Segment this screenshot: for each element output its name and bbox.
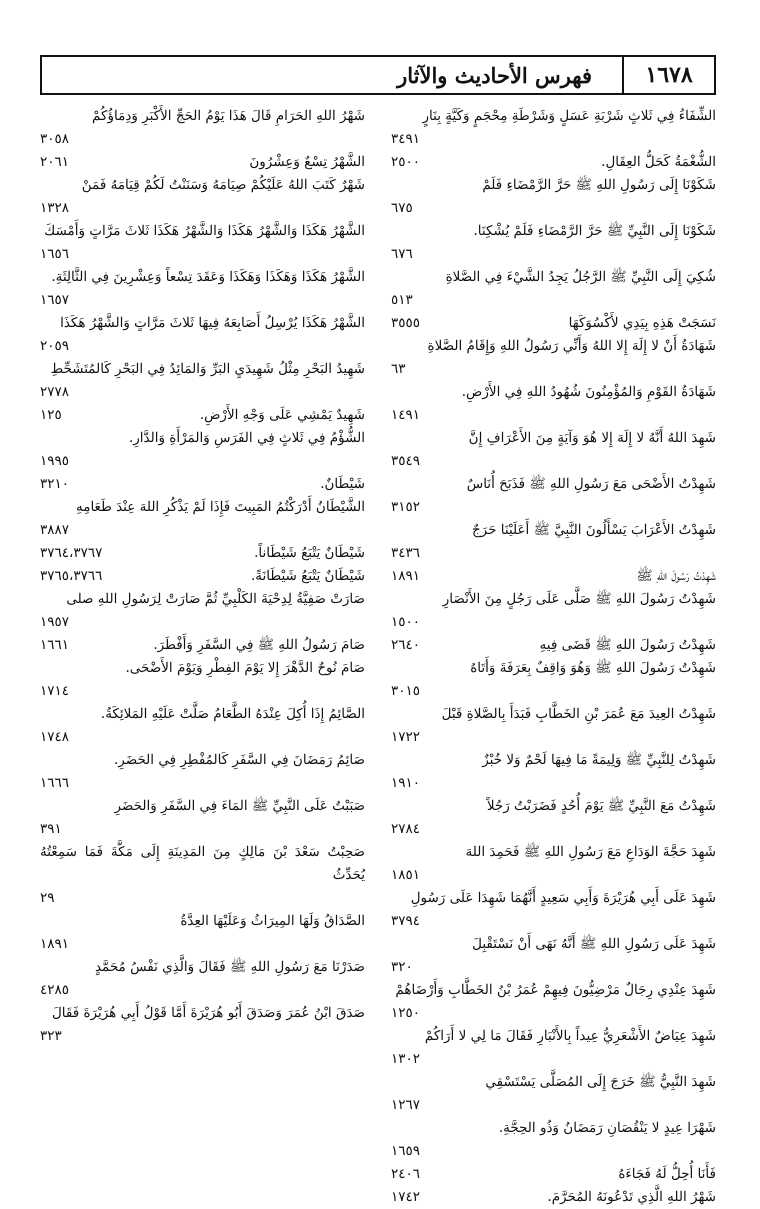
index-entry <box>391 795 716 841</box>
index-entry <box>391 266 716 312</box>
hadith-text: الشَّهْرُ تِسْعٌ وَعِشْرُونَ <box>249 154 365 170</box>
hadith-number: ٣٢٣ <box>40 1028 62 1044</box>
hadith-number: ١٢٥٠ <box>391 1005 421 1021</box>
index-entry <box>40 174 365 220</box>
left-column <box>40 105 365 1209</box>
hadith-text: صَامَ رَسُولُ اللهِ ﷺ فِي السَّفَرِ وَأَفْطَرَ. <box>153 637 365 653</box>
hadith-number: ٢٥٠٠ <box>391 154 421 170</box>
hadith-number: ٢٠٥٩ <box>40 338 70 354</box>
hadith-text: شَهِدْتُ العِيدَ مَعَ عُمَرَ بْنِ الخَطَّابِ فَبَدَأَ بِالصَّلاةِ قَبْلَ <box>441 706 716 722</box>
hadith-text: صَبَبْتُ عَلَى النَّبِيِّ ﷺ المَاءَ فِي السَّفَرِ وَالحَضَرِ <box>114 798 365 814</box>
index-title: فهرس الأحاديث والآثار <box>397 62 592 88</box>
index-entry <box>391 703 716 749</box>
hadith-text: شَهَادَةُ القَوْمِ وَالمُؤْمِنُونَ شُهُودُ اللهِ فِي الأَرْضِ. <box>461 384 716 400</box>
hadith-number: ١٩٥٧ <box>40 614 70 630</box>
hadith-number: ٦٧٦ <box>391 246 413 262</box>
index-entry <box>40 565 365 588</box>
index-entry <box>391 588 716 634</box>
hadith-text: شَهَادَةُ أَنْ لا إِلَهَ إِلا اللهُ وَأَنِّي رَسُولُ اللهِ وَإِقَامُ الصَّلاةِ <box>427 338 716 354</box>
hadith-number: ٢٤٠٦ <box>391 1166 421 1182</box>
hadith-number: ١٨٩١ <box>40 936 70 952</box>
hadith-text: صَائِمُ رَمَضَانَ فِي السَّفَرِ كَالمُفْطِرِ فِي الحَضَرِ. <box>114 752 365 768</box>
index-header <box>40 55 716 95</box>
hadith-text: الصَّدَاقُ وَلَهَا المِيرَاثُ وَعَلَيْهَا العِدَّةُ <box>180 913 365 929</box>
hadith-text: شَهِيدٌ يَمْشِي عَلَى وَجْهِ الأَرْضِ. <box>199 407 365 423</box>
index-entry <box>391 1163 716 1186</box>
index-entry <box>391 1025 716 1071</box>
hadith-number: ٤٢٨٥ <box>40 982 70 998</box>
hadith-number: ١٣٠٢ <box>391 1051 421 1067</box>
hadith-text: شَهِدْتُ رَسُولَ اللهِ ﷺ <box>636 568 716 584</box>
index-entry <box>391 519 716 565</box>
hadith-text: شَهْرٌ كَتَبَ اللهُ عَلَيْكُمْ صِيَامَهُ وَسَنَنْتُ لَكُمْ قِيَامَهُ فَمَنْ <box>81 177 365 193</box>
hadith-text: شَهِدَ عِنْدِي رِجَالٌ مَرْضِيُّونَ فِيهِمْ عُمَرُ بْنُ الخَطَّابِ وَأَرْضَاهُمْ <box>395 982 716 998</box>
index-entry <box>391 220 716 266</box>
hadith-text: شَهِدَ عِيَاضٌ الأَشْعَرِيُّ عِيداً بِالأَنْبَارِ فَقَالَ مَا لِي لا أَرَاكُمْ <box>424 1028 716 1044</box>
hadith-number: ٣١٥٢ <box>391 499 421 515</box>
hadith-number: ١٤٩١ <box>391 407 421 423</box>
hadith-number: ١٩٩٥ <box>40 453 70 469</box>
hadith-text: الصَّائِمُ إِذَا أُكِلَ عِنْدَهُ الطَّعَامُ صَلَّتْ عَلَيْهِ المَلائِكَةُ. <box>100 706 365 722</box>
hadith-number: ١٥٠٠ <box>391 614 421 630</box>
hadith-number: ٢٧٧٨ <box>40 384 70 400</box>
index-entry <box>40 312 365 358</box>
hadith-number: ٢٩ <box>40 890 55 906</box>
index-entry <box>40 588 365 634</box>
hadith-text: شَهِدْتُ لِلنَّبِيِّ ﷺ وَلِيمَةً مَا فِيهَا لَحْمٌ وَلا خُبْزٌ <box>482 752 716 768</box>
index-entry <box>40 956 365 1002</box>
hadith-text: شَهِدْتُ الأَعْرَابَ يَسْأَلُونَ النَّبِيَّ ﷺ أَعَلَيْنَا حَرَجٌ <box>471 522 716 538</box>
index-entry <box>391 634 716 657</box>
hadith-text: شَهِدَ النَّبِيُّ ﷺ خَرَجَ إِلَى المُصَلَّى يَسْتَسْقِي <box>485 1074 716 1090</box>
index-entry <box>391 657 716 703</box>
index-entry <box>391 565 716 588</box>
index-entry <box>40 358 365 404</box>
index-entry <box>391 105 716 151</box>
index-entry <box>40 841 365 910</box>
hadith-number: ٢٧٨٤ <box>391 821 421 837</box>
hadith-text: شَكَوْنَا إِلَى النَّبِيِّ ﷺ حَرَّ الرَّمْضَاءِ فَلَمْ يُشْكِنَا. <box>473 223 716 239</box>
index-entry <box>391 1186 716 1209</box>
hadith-text: شَهِيدُ البَحْرِ مِثْلُ شَهِيدَيِ البَرِّ وَالمَائِدُ فِي البَحْرِ كَالمُتَشَحِّطِ <box>50 361 365 377</box>
hadith-number: ١٧١٤ <box>40 683 70 699</box>
hadith-text: شَهِدْتُ الأَضْحَى مَعَ رَسُولِ اللهِ ﷺ فَذَبَحَ أُنَاسٌ <box>466 476 716 492</box>
hadith-number: ١٧٤٨ <box>40 729 70 745</box>
hadith-text: شَهِدْتُ مَعَ النَّبِيِّ ﷺ يَوْمَ أُحُدٍ فَضَرَبْتُ رَجُلاً <box>486 798 716 814</box>
index-entry <box>391 427 716 473</box>
index-entry <box>40 266 365 312</box>
hadith-number: ١٦٥٩ <box>391 1143 421 1159</box>
index-entry <box>391 335 716 381</box>
hadith-text: شَيْطَانٌ يَتْبَعُ شَيْطَانَةً. <box>250 568 365 584</box>
hadith-number: ٦٣ <box>391 361 406 377</box>
hadith-number: ١٨٥١ <box>391 867 421 883</box>
hadith-text: صَارَتْ صَفِيَّةُ لِدِحْيَةَ الكَلْبِيِّ ثُمَّ صَارَتْ لِرَسُولِ اللهِ صلى <box>66 591 365 607</box>
hadith-text: شَهْرُ اللهِ الَّذِي تَدْعُونَهُ المُحَرَّمَ. <box>547 1189 716 1205</box>
hadith-text: شَيْطَانٌ. <box>320 476 365 492</box>
hadith-text: شَهِدَ حَجَّةَ الوَدَاعِ مَعَ رَسُولِ اللهِ ﷺ فَحَمِدَ اللهَ <box>465 844 716 860</box>
hadith-number: ١٦٦١ <box>40 637 70 653</box>
index-entry <box>40 910 365 956</box>
hadith-text: شَهْرَا عِيدٍ لا يَنْقُصَانِ رَمَضَانُ وَذُو الحِجَّةِ. <box>498 1120 716 1136</box>
hadith-text: شَهْرُ اللهِ الحَرَامِ قَالَ هَذَا يَوْمُ الحَجِّ الأَكْبَرِ وَدِمَاؤُكُمْ <box>92 108 365 124</box>
index-entry <box>40 634 365 657</box>
page-number: ١٦٧٨ <box>622 57 714 93</box>
hadith-number: ٣٧٩٤ <box>391 913 421 929</box>
hadith-number: ١٢٦٧ <box>391 1097 421 1113</box>
index-entry <box>40 1002 365 1048</box>
hadith-text: الشَّيْطَانُ أَدْرَكْتُمُ المَبِيتَ فَإِذَا لَمْ يَذْكُرِ اللهَ عِنْدَ طَعَامِهِ <box>75 499 365 515</box>
hadith-text: الشَّهْرُ هَكَذَا يُرْسِلُ أَصَابِعَهُ فِيهَا ثَلاثَ مَرَّاتٍ وَالشَّهْرُ هَكَذَا <box>60 315 365 331</box>
hadith-text: شَهِدَ اللهُ أَنَّهُ لا إِلَهَ إِلا هُوَ وَآيَةٍ مِنَ الأَعْرَافِ إِنَّ <box>468 430 716 446</box>
hadith-number: ١٦٦٦ <box>40 775 70 791</box>
index-entry <box>391 933 716 979</box>
hadith-text: شَهِدَ عَلَى أَبِي هُرَيْرَةَ وَأَبِي سَعِيدٍ أَنَّهُمَا شَهِدَا عَلَى رَسُولِ <box>410 890 716 906</box>
hadith-number: ٣٥٤٩ <box>391 453 421 469</box>
hadith-text: فَأَنَا أُحِلُّ لَهُ فَجَاءَهُ <box>618 1166 716 1182</box>
hadith-number: ٣٥٥٥ <box>391 315 421 331</box>
hadith-number: ١٢٥ <box>40 407 62 423</box>
hadith-number: ٢٦٤٠ <box>391 637 421 653</box>
index-entry <box>391 473 716 519</box>
hadith-text: شَهِدَ عَلَى رَسُولِ اللهِ ﷺ أَنَّهُ نَهَى أَنْ نَسْتَقْبِلَ <box>472 936 716 952</box>
hadith-text: شَهِدْتُ رَسُولَ اللهِ ﷺ صَلَّى عَلَى رَجُلٍ مِنَ الأَنْصَارِ <box>442 591 716 607</box>
hadith-text: الشَّهْرُ هَكَذَا وَالشَّهْرُ هَكَذَا وَالشَّهْرُ هَكَذَا ثَلاثَ مَرَّاتٍ وَأَمْسَكَ <box>44 223 365 239</box>
index-entry <box>40 427 365 473</box>
index-entry <box>391 887 716 933</box>
hadith-number: ٣٢٠ <box>391 959 413 975</box>
hadith-text: الشِّفَاءُ فِي ثَلاثٍ شَرْبَةِ عَسَلٍ وَشَرْطَةِ مِحْجَمٍ وَكَيَّةٍ بِنَارٍ <box>422 108 716 124</box>
hadith-number: ١٣٢٨ <box>40 200 70 216</box>
hadith-text: الشُّغْمَةُ كَحَلُّ العِقَالِ. <box>601 154 716 170</box>
hadith-number: ١٧٢٢ <box>391 729 421 745</box>
index-entry <box>391 381 716 427</box>
hadith-text: شَهِدْتُ رَسُولَ اللهِ ﷺ قَضَى فِيهِ <box>539 637 716 653</box>
index-entry <box>391 841 716 887</box>
hadith-number: ١٨٩١ <box>391 568 421 584</box>
hadith-number: ٣٤٩١ <box>391 131 421 147</box>
hadith-number: ٢٠٦١ <box>40 154 70 170</box>
index-entry <box>40 795 365 841</box>
hadith-number: ٣٧٦٥،٣٧٦٦ <box>40 568 103 584</box>
hadith-number: ٣٠٥٨ <box>40 131 70 147</box>
index-entry <box>40 473 365 496</box>
hadith-text: نَسَجَتْ هَذِهِ بِيَدِي لأَكْسُوَكَهَا <box>568 315 716 331</box>
hadith-text: شُكِيَ إِلَى النَّبِيِّ ﷺ الرَّجُلُ يَجِدُ الشَّيْءَ فِي الصَّلاةِ <box>445 269 716 285</box>
hadith-text: الشُّؤْمُ فِي ثَلاثٍ فِي الفَرَسِ وَالمَرْأَةِ وَالدَّارِ. <box>128 430 365 446</box>
index-entry <box>40 404 365 427</box>
hadith-number: ١٦٥٦ <box>40 246 70 262</box>
index-entry <box>40 220 365 266</box>
hadith-number: ٣٩١ <box>40 821 62 837</box>
hadith-text: شَكَوْنَا إِلَى رَسُولِ اللهِ ﷺ حَرَّ الرَّمْضَاءِ فَلَمْ <box>482 177 716 193</box>
index-entry <box>40 151 365 174</box>
hadith-text: صَدَقَ ابْنُ عُمَرَ وَصَدَقَ أَبُو هُرَيْرَةَ أَمَّا قَوْلُ أَبِي هُرَيْرَةَ فَقَالَ <box>51 1005 365 1021</box>
hadith-number: ٣٤٣٦ <box>391 545 421 561</box>
hadith-text: شَهِدْتُ رَسُولَ اللهِ ﷺ وَهُوَ وَاقِفٌ بِعَرَفَةَ وَأَتَاهُ <box>470 660 716 676</box>
hadith-number: ٣٨٨٧ <box>40 522 70 538</box>
hadith-number: ١٧٤٢ <box>391 1189 421 1205</box>
hadith-text: صَامَ نُوحٌ الدَّهْرَ إِلا يَوْمَ الفِطْرِ وَيَوْمَ الأَضْحَى. <box>125 660 365 676</box>
index-entry <box>40 657 365 703</box>
index-entry <box>40 749 365 795</box>
index-entry <box>391 151 716 174</box>
index-entry <box>391 749 716 795</box>
hadith-text: شَيْطَانٌ يَتْبَعُ شَيْطَاناً. <box>254 545 365 561</box>
index-entry <box>40 542 365 565</box>
right-column <box>391 105 716 1209</box>
hadith-number: ١٦٥٧ <box>40 292 70 308</box>
index-entry <box>40 703 365 749</box>
index-entry <box>391 312 716 335</box>
hadith-text: صَحِبْتُ سَعْدَ بْنَ مَالِكٍ مِنَ المَدِينَةِ إِلَى مَكَّةَ فَمَا سَمِعْتُهُ يُحَدِّثُ <box>40 844 365 883</box>
hadith-number: ٣٧٦٤،٣٧٦٧ <box>40 545 103 561</box>
hadith-number: ١٩١٠ <box>391 775 421 791</box>
hadith-number: ٣٢١٠ <box>40 476 70 492</box>
index-entry <box>40 496 365 542</box>
index-entry <box>391 174 716 220</box>
index-entry <box>391 979 716 1025</box>
hadith-number: ٦٧٥ <box>391 200 413 216</box>
hadith-number: ٣٠١٥ <box>391 683 421 699</box>
index-entry <box>40 105 365 151</box>
hadith-number: ٥١٣ <box>391 292 413 308</box>
index-columns <box>40 105 716 1209</box>
hadith-text: الشَّهْرُ هَكَذَا وَهَكَذَا وَهَكَذَا وَعَقَدَ تِسْعاً وَعِشْرِينَ فِي الثَّالِثَةِ. <box>51 269 365 285</box>
index-entry <box>391 1117 716 1163</box>
index-entry <box>391 1071 716 1117</box>
hadith-text: صَدَرْنَا مَعَ رَسُولِ اللهِ ﷺ فَقَالَ وَالَّذِي نَفْسُ مُحَمَّدٍ <box>94 959 365 975</box>
